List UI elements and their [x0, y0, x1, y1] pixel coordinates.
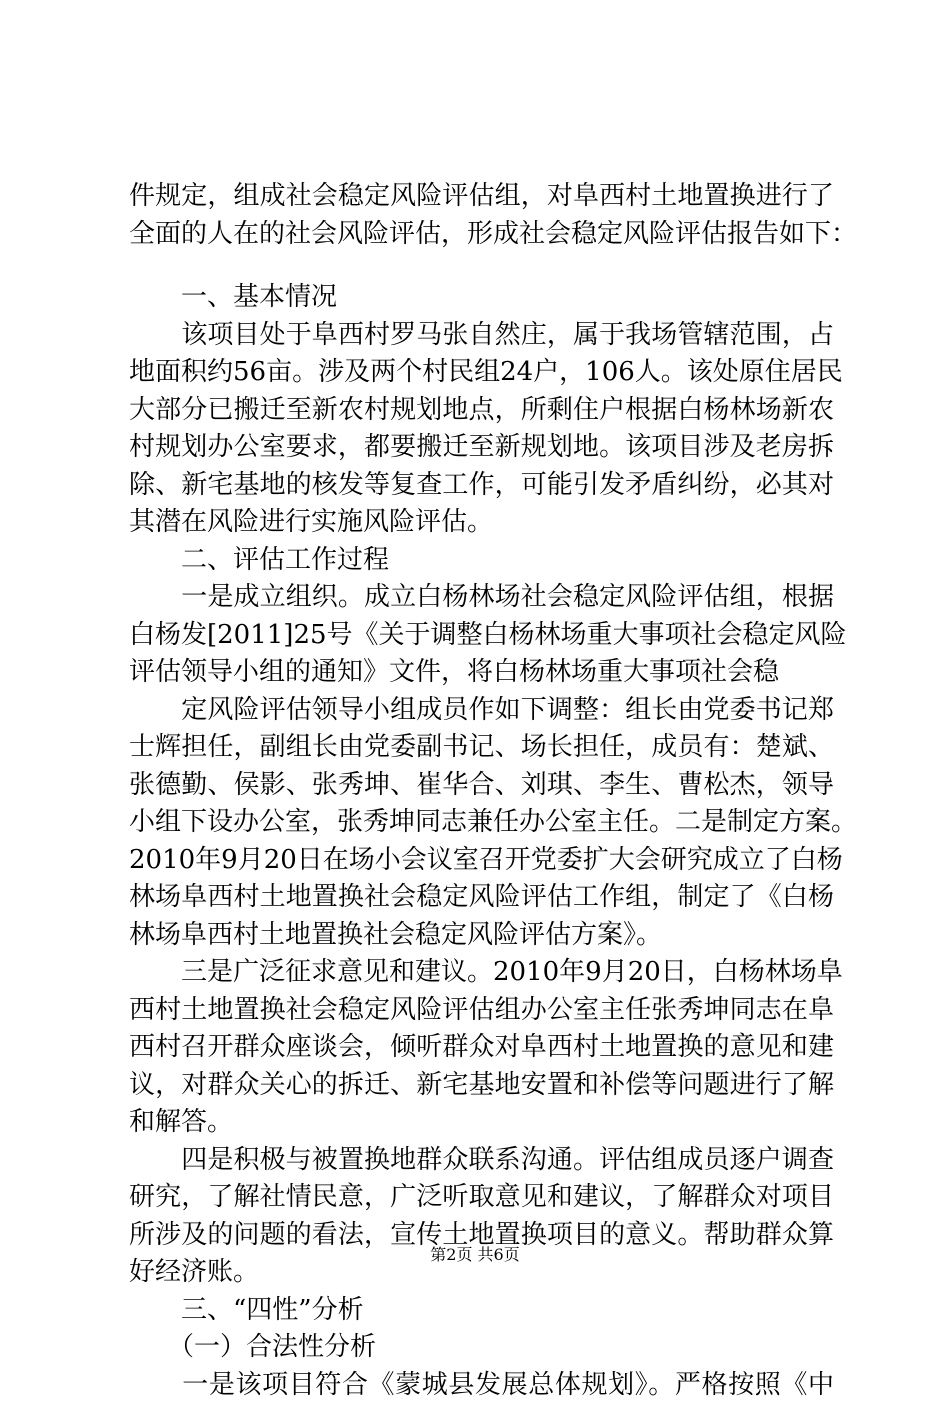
- text-line: 2010年9月20日在场小会议室召开党委扩大会研究成立了白杨: [129, 842, 834, 880]
- text-line: 林场阜西村土地置换社会稳定风险评估方案》。: [129, 917, 834, 955]
- section-heading: 三、“四性”分析: [129, 1292, 834, 1330]
- subsection-heading: （一）合法性分析: [129, 1329, 834, 1367]
- text-line: 小组下设办公室，张秀坤同志兼任办公室主任。二是制定方案。: [129, 804, 834, 842]
- document-body: [129, 178, 834, 1404]
- text-line: 大部分已搬迁至新农村规划地点，所剩住户根据白杨林场新农: [129, 392, 834, 430]
- text-line: 和解答。: [129, 1104, 834, 1142]
- paragraph-gap: [129, 253, 834, 279]
- text-line: 西村召开群众座谈会，倾听群众对阜西村土地置换的意见和建: [129, 1029, 834, 1067]
- text-line: 林场阜西村土地置换社会稳定风险评估工作组，制定了《白杨: [129, 879, 834, 917]
- text-line: 一是成立组织。成立白杨林场社会稳定风险评估组，根据: [129, 579, 834, 617]
- text-line: 士辉担任，副组长由党委副书记、场长担任，成员有：楚斌、: [129, 729, 834, 767]
- text-line: 一是该项目符合《蒙城县发展总体规划》。严格按照《中: [129, 1367, 834, 1404]
- text-line: 四是积极与被置换地群众联系沟通。评估组成员逐户调查: [129, 1142, 834, 1180]
- text-line: 议，对群众关心的拆迁、新宅基地安置和补偿等问题进行了解: [129, 1067, 834, 1105]
- section-heading: 一、基本情况: [129, 279, 834, 317]
- text-line: 村规划办公室要求，都要搬迁至新规划地。该项目涉及老房拆: [129, 429, 834, 467]
- text-line: 张德勤、侯影、张秀坤、崔华合、刘琪、李生、曹松杰，领导: [129, 767, 834, 805]
- text-line: 除、新宅基地的核发等复查工作，可能引发矛盾纠纷，必其对: [129, 467, 834, 505]
- text-line: 所涉及的问题的看法，宣传土地置换项目的意义。帮助群众算: [129, 1217, 834, 1255]
- text-line: 地面积约56亩。涉及两个村民组24户，106人。该处原住居民: [129, 354, 834, 392]
- text-line: 该项目处于阜西村罗马张自然庄，属于我场管辖范围，占: [129, 317, 834, 355]
- text-line: 件规定，组成社会稳定风险评估组，对阜西村土地置换进行了: [129, 178, 834, 216]
- text-line: 评估领导小组的通知》文件，将白杨林场重大事项社会稳: [129, 654, 834, 692]
- section-heading: 二、评估工作过程: [129, 542, 834, 580]
- text-line: 研究，了解社情民意，广泛听取意见和建议，了解群众对项目: [129, 1179, 834, 1217]
- text-line: 三是广泛征求意见和建议。2010年9月20日，白杨林场阜: [129, 954, 834, 992]
- text-line: 全面的人在的社会风险评估，形成社会稳定风险评估报告如下：: [129, 216, 834, 254]
- text-line: 白杨发[2011]25号《关于调整白杨林场重大事项社会稳定风险: [129, 617, 834, 655]
- text-line: 好经济账。: [129, 1254, 834, 1292]
- text-line: 西村土地置换社会稳定风险评估组办公室主任张秀坤同志在阜: [129, 992, 834, 1030]
- text-line: 定风险评估领导小组成员作如下调整：组长由党委书记郑: [129, 692, 834, 730]
- page-number-footer: 第2页 共6页: [0, 1242, 950, 1265]
- text-line: 其潜在风险进行实施风险评估。: [129, 504, 834, 542]
